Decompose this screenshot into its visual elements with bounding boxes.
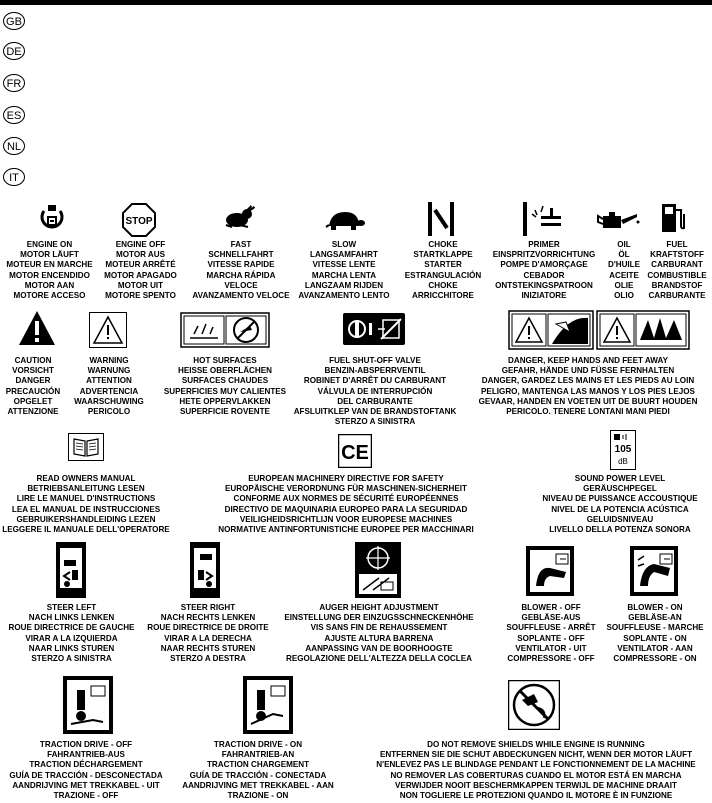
rabbit-icon bbox=[222, 205, 256, 229]
steer-right-icon bbox=[190, 542, 220, 598]
fuel-pump-icon bbox=[660, 202, 686, 234]
traction-on-icon bbox=[243, 676, 293, 734]
fuel-shutoff-icon bbox=[343, 313, 405, 345]
caption-blower-off: BLOWER - OFF GEBLÄSE-AUS SOUFFLEUSE - ARRÊT SOPLANTE - OFF VENTILATOR - UIT COMPRESSORE - OFF bbox=[506, 603, 596, 664]
lang-nl: NL bbox=[3, 137, 25, 155]
caption-hot-surfaces: HOT SURFACES HEISSE OBERFLÄCHEN SURFACES CHAUDES SUPERFICIES MUY CALIENTES HETE OPPERVLAKKEN SUPERFICIE ROVENTE bbox=[163, 356, 287, 417]
oil-can-icon bbox=[597, 210, 641, 234]
svg-text:CE: CE bbox=[341, 442, 369, 464]
choke-icon bbox=[426, 202, 456, 236]
traction-off-icon bbox=[63, 676, 113, 734]
caption-slow: SLOW LANGSAMFAHRT VITESSE LENTE MARCHA LENTA LANGZAAM RIJDEN AVANZAMENTO LENTO bbox=[298, 240, 390, 301]
caption-fuel: FUEL KRAFTSTOFF CARBURANT COMBUSTIBLE BRANDSTOF CARBURANTE bbox=[647, 240, 707, 301]
steer-left-icon bbox=[56, 542, 86, 598]
caption-caution: CAUTION VORSICHT DANGER PRECAUCIÓN OPGELET ATTENZIONE bbox=[5, 356, 61, 417]
caption-danger-hands-feet: DANGER, KEEP HANDS AND FEET AWAY GEFAHR, HÄNDE UND FÜSSE FERNHALTEN DANGER, GARDEZ LES MAINS ET LES PIEDS AU LOIN PELIGRO, MANTENGA LAS MANOS Y LOS PIES LEJOS GEVAAR, HANDEN EN VOETEN UIT DE BUURT HOUDEN PERICOLO. TENERE LONTANI MANI PIEDI bbox=[478, 356, 698, 417]
caption-ce-directive: EUROPEAN MACHINERY DIRECTIVE FOR SAFETY EUROPÄISCHE VERORDNUNG FÜR MASCHINEN-SICHERHEIT CONFORME AUX NORMES DE SÉCURITÉ EUROPÉENNES DIRECTIVO DE MAQUINARIA EUROPEO PARA LA SEGURIDAD VEILIGHEIDSRICHTLIJN VOOR EUROPESE MACHINES NORMATIVE ANTINFORTUNISTICHE EUROPEE PER MACCHINARI bbox=[218, 474, 474, 535]
caption-traction-on: TRACTION DRIVE - ON FAHRANTRIEB-AN TRACTION CHARGEMENT GUÍA DE TRACCIÓN - CONECTADA AANDRIJVING MET TREKKABEL - AAN TRAZIONE - ON bbox=[182, 740, 334, 801]
hot-surfaces-icon bbox=[180, 312, 270, 348]
caption-owners-manual: READ OWNERS MANUAL BETRIEBSANLEITUNG LESEN LIRE LE MANUEL D'INSTRUCTIONS LEA EL MANUAL DE INSTRUCCIONES GEBRUIKERSHANDLEIDING LEZEN LEGGERE IL MANUALE DELL'OPERATORE bbox=[2, 474, 170, 535]
caption-do-not-remove-shields: DO NOT REMOVE SHIELDS WHILE ENGINE IS RUNNING ENTFERNEN SIE DIE SCHUT ABDECKUNGEN NICHT, WENN DER MOTOR LÄUFT N'ENLEVEZ PAS LE BLINDAGE PENDANT LE FONCTIONNEMENT DE LA MACHINE NO REMOVER LAS COBERTURAS CUANDO EL MOTOR ESTÁ EN MARCHA VERWIJDER NOOIT BESCHERMKAPPEN TERWIJL DE MACHINE DRAAIT NON TOGLIERE LE PROTEZIONI QUANDO IL MOTORE È IN FUNZIONE bbox=[376, 740, 696, 801]
caption-sound-power: SOUND POWER LEVEL GERÄUSCHPEGEL NIVEAU DE PUISSANCE ACCOUSTIQUE NIVEL DE LA POTENCIA ACÚSTICA GELUIDSNIVEAU LIVELLO DELLA POTENZA SONORA bbox=[542, 474, 698, 535]
primer-icon bbox=[521, 202, 565, 236]
lang-de: DE bbox=[3, 42, 25, 60]
caption-warning: WARNING WARNUNG ATTENTION ADVERTENCIA WAARSCHUWING PERICOLO bbox=[74, 356, 144, 417]
auger-height-icon bbox=[355, 542, 401, 598]
lang-fr: FR bbox=[3, 74, 25, 92]
caption-auger-height: AUGER HEIGHT ADJUSTMENT EINSTELLUNG DER EINZUGSSCHNECKENHÖHE VIS SANS FIN DE REHAUSSEMENT AJUSTE ALTURA BARRENA AANPASSING VAN DE BOORHOOGTE REGOLAZIONE DELL'ALTEZZA DELLA COCLEA bbox=[284, 603, 474, 664]
caption-steer-right: STEER RIGHT NACH RECHTS LENKEN ROUE DIRECTRICE DE DROITE VIRAR A LA DERECHA NAAR RECHTS STUREN STERZO A DESTRA bbox=[147, 603, 269, 664]
svg-text:dB: dB bbox=[618, 457, 628, 466]
turtle-icon bbox=[325, 210, 365, 232]
caption-fast: FAST SCHNELLFAHRT VITESSE RAPIDE MARCHA RÁPIDA VELOCE AVANZAMENTO VELOCE bbox=[192, 240, 290, 301]
caption-engine-on: ENGINE ON MOTOR LÄUFT MOTEUR EN MARCHE MOTOR ENCENDIDO MOTOR AAN MOTORE ACCESO bbox=[6, 240, 93, 301]
warning-icon bbox=[89, 312, 127, 348]
caution-icon bbox=[18, 310, 56, 346]
caption-traction-off: TRACTION DRIVE - OFF FAHRANTRIEB-AUS TRACTION DÉCHARGEMENT GUÍA DE TRACCIÓN - DESCONECTADA AANDRIJVING MET TREKKABEL - UIT TRAZIONE - OFF bbox=[9, 740, 163, 801]
lang-it: IT bbox=[3, 168, 25, 186]
caption-oil: OIL ÖL D'HUILE ACEITE OLIE OLIO bbox=[607, 240, 641, 301]
lang-es: ES bbox=[3, 106, 25, 124]
blower-off-icon bbox=[526, 546, 574, 596]
blower-on-icon bbox=[630, 546, 678, 596]
sound-power-icon bbox=[610, 430, 636, 470]
caption-engine-off: ENGINE OFF MOTOR AUS MOTEUR ARRÊTÉ MOTOR APAGADO MOTOR UIT MOTORE SPENTO bbox=[104, 240, 177, 301]
stop-icon bbox=[122, 203, 156, 237]
danger-hands-feet-icon bbox=[508, 310, 690, 350]
top-rule bbox=[0, 0, 712, 5]
caption-blower-on: BLOWER - ON GEBLÄSE-AN SOUFFLEUSE - MARCHE SOPLANTE - ON VENTILATOR - AAN COMPRESSORE - ON bbox=[606, 603, 704, 664]
engine-on-icon bbox=[38, 203, 66, 233]
caption-primer: PRIMER EINSPRITZVORRICHTUNG POMPE D'AMORÇAGE CEBADOR ONTSTEKINGSPATROON INIZIATORE bbox=[492, 240, 596, 301]
do-not-remove-shields-icon bbox=[508, 680, 560, 730]
caption-steer-left: STEER LEFT NACH LINKS LENKEN ROUE DIRECTRICE DE GAUCHE VIRAR A LA IZQUIERDA NAAR LINKS STUREN STERZO A SINISTRA bbox=[8, 603, 135, 664]
caption-fuel-shutoff: FUEL SHUT-OFF VALVE BENZIN-ABSPERRVENTIL ROBINET D'ARRÊT DU CARBURANT VÁLVULA DE INTERRUPCIÓN DEL CARBURANTE AFSLUITKLEP VAN DE BRANDSTOFTANK STERZO A SINISTRA bbox=[293, 356, 457, 427]
lang-gb: GB bbox=[3, 12, 25, 30]
svg-text:105: 105 bbox=[614, 444, 632, 455]
manual-book-icon bbox=[68, 433, 104, 461]
caption-choke: CHOKE STARTKLAPPE STARTER ESTRANGULACIÓN CHOKE ARRICCHITORE bbox=[404, 240, 482, 301]
svg-text:STOP: STOP bbox=[125, 216, 153, 227]
ce-mark-icon bbox=[338, 434, 372, 468]
